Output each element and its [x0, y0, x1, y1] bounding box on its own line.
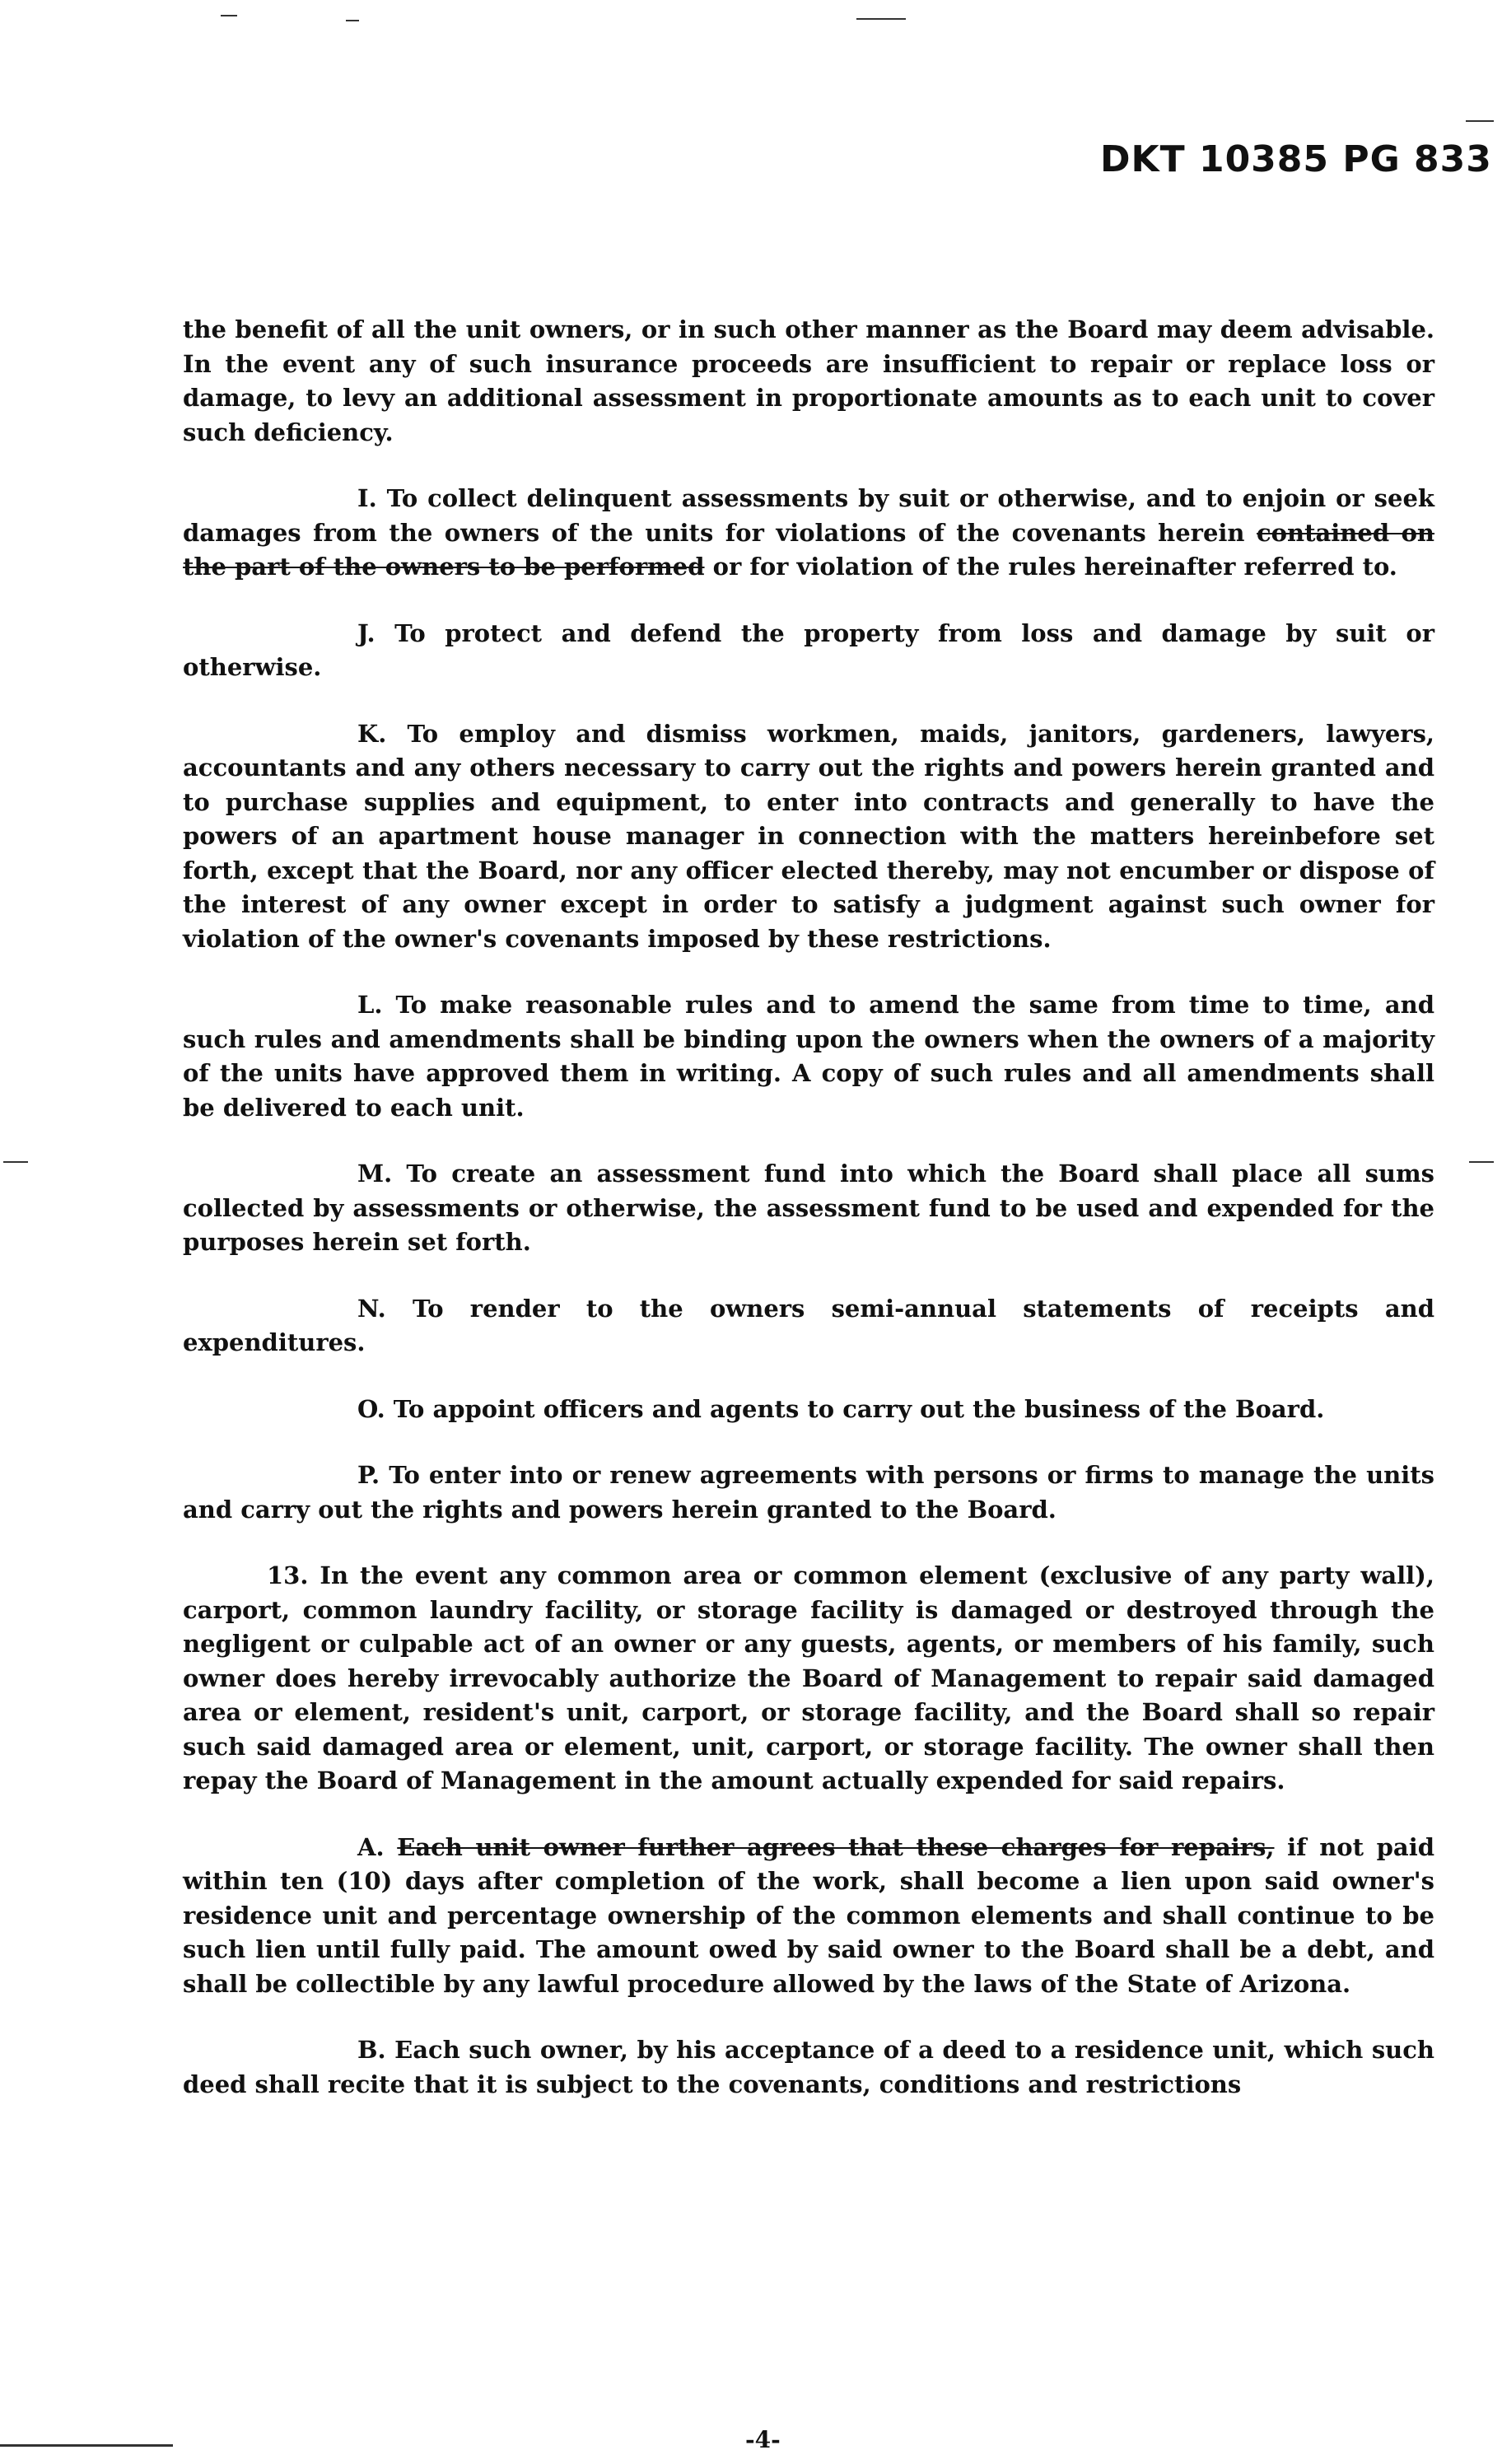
paragraph-text: A. — [357, 1832, 398, 1861]
paragraph-K: K. To employ and dismiss workmen, maids, janitors, gardeners, lawyers, accountants and any others necessary to carry out the rights and powers herein granted and to purchase supplies and equipment, to enter into contracts and generally to have the powers of an apartment house manager in connection with the matters hereinbefore set forth, except that the Board, nor any officer elected thereby, may not encumber or dispose of the interest of any owner except in order to satisfy a judgment against such owner for violation of the owner's covenants imposed by these restrictions. — [183, 719, 1434, 953]
struck-text: Each unit owner further agrees that these charges for repairs, — [397, 1832, 1275, 1861]
paragraph-I — [183, 482, 1434, 585]
paragraph-13A — [183, 1831, 1434, 2002]
paragraph-text: I. To collect delinquent assessments by suit or otherwise, and to enjoin or seek damages from the owners of the units for violations of the covenants herein — [183, 484, 1434, 547]
paragraph-N: N. To render to the owners semi-annual statements of receipts and expenditures. — [183, 1294, 1434, 1356]
paragraph-text: or for violation of the rules hereinafter referred to. — [704, 553, 1397, 581]
paragraph-J: J. To protect and defend the property from loss and damage by suit or otherwise. — [183, 618, 1434, 681]
scan-artifact — [1469, 1161, 1494, 1163]
paragraph-13: 13. In the event any common area or common element (exclusive of any party wall), carport, common laundry facility, or storage facility is damaged or destroyed through the negligent or culpable act of an owner or any guests, agents, or members of his family, such owner does hereby irrevocably authorize the Board of Management to repair said damaged area or element, resident's unit, carport, or storage facility, and the Board shall so repair such said damaged area or element, unit, carport, or storage facility. The owner shall then repay the Board of Management in the amount actually expended for said repairs. — [183, 1561, 1434, 1794]
paragraph-text: if not paid within ten (10) days after completion of the work, shall become a lien upon said owner's residence unit and percentage ownership of the common elements and shall continue to be such lien until fully paid. The amount owed by said owner to the Board shall be a debt, and shall be collectible by any lawful procedure allowed by the laws of the State of Arizona. — [183, 1832, 1434, 1998]
document-body — [183, 313, 1434, 2134]
paragraph-continuation: the benefit of all the unit owners, or in such other manner as the Board may deem advisable. In the event any of such insurance proceeds are insufficient to repair or replace loss or damage, to levy an additional assessment in proportionate amounts as to each unit to cover such deficiency. — [183, 315, 1434, 446]
paragraph-13B: B. Each such owner, by his acceptance of a deed to a residence unit, which such deed shall recite that it is subject to the covenants, conditions and restrictions — [183, 2036, 1434, 2098]
scan-artifact — [346, 20, 359, 21]
scan-artifact — [856, 18, 906, 20]
page-number: -4- — [745, 2426, 781, 2453]
scan-artifact — [221, 15, 237, 16]
paragraph-L: L. To make reasonable rules and to amend the same from time to time, and such rules and amendments shall be binding upon the owners when the owners of a majority of the units have approved them in writing. A copy of such rules and all amendments shall be delivered to each unit. — [183, 991, 1434, 1122]
paragraph-O: O. To appoint officers and agents to carry out the business of the Board. — [357, 1394, 1325, 1423]
paragraph-P: P. To enter into or renew agreements with persons or firms to manage the units and carry out the rights and powers herein granted to the Board. — [183, 1461, 1434, 1524]
struck-text: contained on the part of the owners to be performed — [183, 518, 1435, 581]
scan-artifact — [1466, 120, 1494, 122]
paragraph-M: M. To create an assessment fund into which the Board shall place all sums collected by assessments or otherwise, the assessment fund to be used and expended for the purposes herein set forth. — [183, 1160, 1434, 1256]
scan-artifact — [0, 2444, 173, 2447]
docket-page-stamp: DKT 10385 PG 833 — [1100, 138, 1492, 180]
scan-artifact — [3, 1161, 28, 1163]
